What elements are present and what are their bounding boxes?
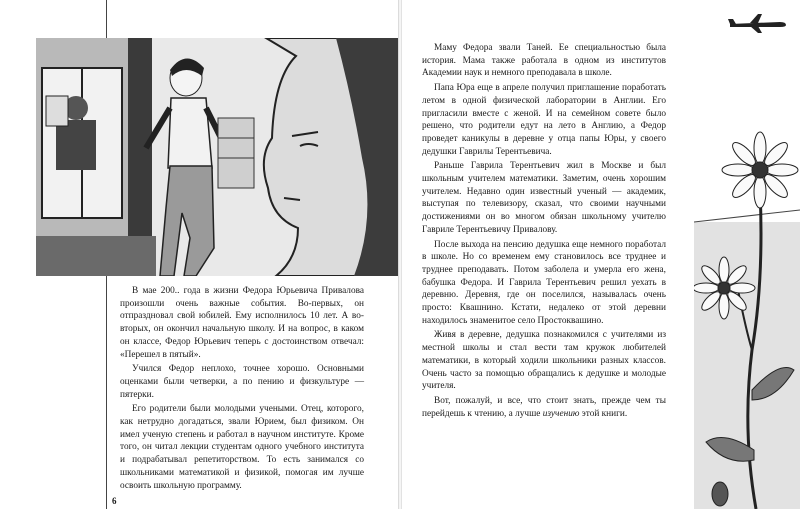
right-page-text [422,42,666,422]
book-gutter [398,0,402,509]
last-paragraph-text: Вот, пожалуй, и все, что стоит знать, прежде чем ты перейдешь к чтению, а лучше [422,395,666,419]
paragraph: Его родители были молодыми учеными. Отец, которого, как нетрудно догадаться, звали Юрием, был физиком. Он имел ученую степень и работал в научном институте. Кроме того, он читал лекции студентам одного учебного института и подрабатывал репетиторством. То есть занимался со школьниками математикой и физикой, помогая им лучше освоить школьную программу. [120,404,364,491]
paragraph: После выхода на пенсию дедушка еще немного поработал в школе. Но со временем ему становилось все труднее и труднее преподавать. Потом заболела и умерла его жена, бабушка Федора. И Гаврила Терентьевич решил уехать в деревню. Деревня, где он поселился, называлась очень просто: Квашнино. Кстати, недалеко от этой деревни находилось знаменитое село Простоквашино. [422,239,666,326]
paragraph: Живя в деревне, дедушка познакомился с учителями из местной школы и стал вести там кружок любителей математики, в который ходили школьники разных классов. Очень часто за помощью обращались к дедушке и молодые учителя. [422,330,666,392]
paragraph: Учился Федор неплохо, точнее хорошо. Основными оценками были четверки, а по пению и физкультуре — пятерки. [120,364,364,400]
paragraph: В мае 200.. года в жизни Федора Юрьевича Привалова произошли очень важные события. Во-первых, он отпраздновал свой юбилей. Ему исполнилось 10 лет. А во-вторых, он окончил начальную школу. И на вопрос, в каком он классе, Федор Юрьевич теперь с достоинством отвечал: «Перешел в пятый». [120,286,364,360]
paragraph: Маму Федора звали Таней. Ее специальностью была история. Мама также работала в одном из институтов Академии наук и немного преподавала в школе. [422,43,666,79]
emphasized-word: изучению [542,408,580,419]
paragraph: Раньше Гаврила Терентьевич жил в Москве и был школьным учителем математики. Заметим, очень хорошим учителем. Недавно один известный ученый — академик, выступая по телевизору, сказал, что своими научными достижениями он во многом обязан школьному учителю Гавриле Терентьевичу Привалову. [422,161,666,235]
airplane-icon [728,12,788,34]
last-paragraph-end: этой книги. [579,408,628,419]
paragraph: Папа Юра еще в апреле получил приглашение поработать летом в одной физической лаборатории в Англии. Его пригласили вместе с женой. И на семейном совете было решено, что родители едут на лето в Англию, а Федор проведет каникулы в деревне у отца папы Юры, у своего дедушки Гаврилы Терентьевича. [422,83,666,157]
flower-illustration [694,130,800,509]
page-number: 6 [112,496,117,506]
left-page-text [120,285,364,494]
story-illustration [36,38,398,276]
last-paragraph [422,395,666,420]
